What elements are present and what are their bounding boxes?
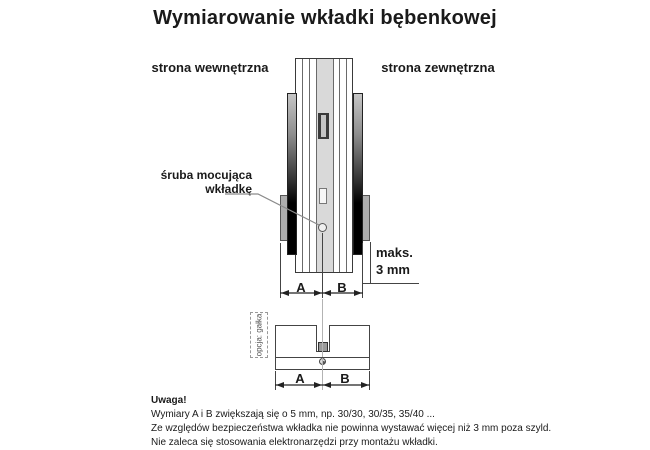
door-layer-line (339, 59, 340, 272)
notes-heading: Uwaga! (151, 395, 187, 406)
notes-line: Wymiary A i B zwiększają się o 5 mm, np. 30/30, 30/35, 35/40 ... (151, 409, 435, 420)
door-layer-line (302, 59, 303, 272)
max-protrusion-label-line2: 3 mm (376, 262, 410, 277)
max-protrusion-label (376, 244, 422, 278)
mounting-screw-hole (319, 358, 326, 365)
outer-side-label: strona zewnętrzna (381, 60, 495, 75)
dimension-b-label: B (337, 280, 347, 295)
inner-side-label: strona wewnętrzna (151, 60, 269, 75)
notes-line: Nie zaleca się stosowania elektronarzędzi przy montażu wkładki. (151, 437, 438, 448)
knob-option-box (250, 312, 268, 358)
arrowhead (281, 290, 289, 296)
mounting-screw-label-line1: śruba mocująca (160, 168, 252, 182)
knob-option-label: opcja: gałka (254, 313, 264, 357)
mounting-screw (318, 223, 327, 232)
mounting-screw-label-line2: wkładkę (205, 182, 252, 196)
mounting-screw-label (138, 168, 252, 196)
arrowhead (323, 290, 331, 296)
door-layer-line (309, 59, 310, 272)
escutcheon-plate-inner (287, 93, 297, 255)
cylinder-cam (318, 342, 328, 352)
dimension-a-label: A (296, 280, 306, 295)
door-cross-section (295, 58, 353, 273)
small-dimension-a-label: A (295, 371, 305, 386)
arrowhead (276, 382, 284, 388)
arrowhead (314, 382, 322, 388)
small-dimension-b-label: B (340, 371, 350, 386)
arrowhead (354, 290, 362, 296)
cam-slot (318, 113, 329, 139)
page-title: Wymiarowanie wkładki bębenkowej (153, 7, 497, 29)
arrowhead (361, 382, 369, 388)
arrowhead (323, 382, 331, 388)
arrowhead (314, 290, 322, 296)
notes-line: Ze względów bezpieczeństwa wkładka nie powinna wystawać więcej niż 3 mm poza szyld. (151, 423, 552, 434)
fixing-hole (319, 188, 327, 204)
door-layer-line (346, 59, 347, 272)
max-protrusion-label-line1: maks. (376, 245, 413, 260)
notes-section (151, 394, 611, 450)
escutcheon-plate-outer (353, 93, 363, 255)
cylinder-body-stripe (316, 59, 334, 272)
